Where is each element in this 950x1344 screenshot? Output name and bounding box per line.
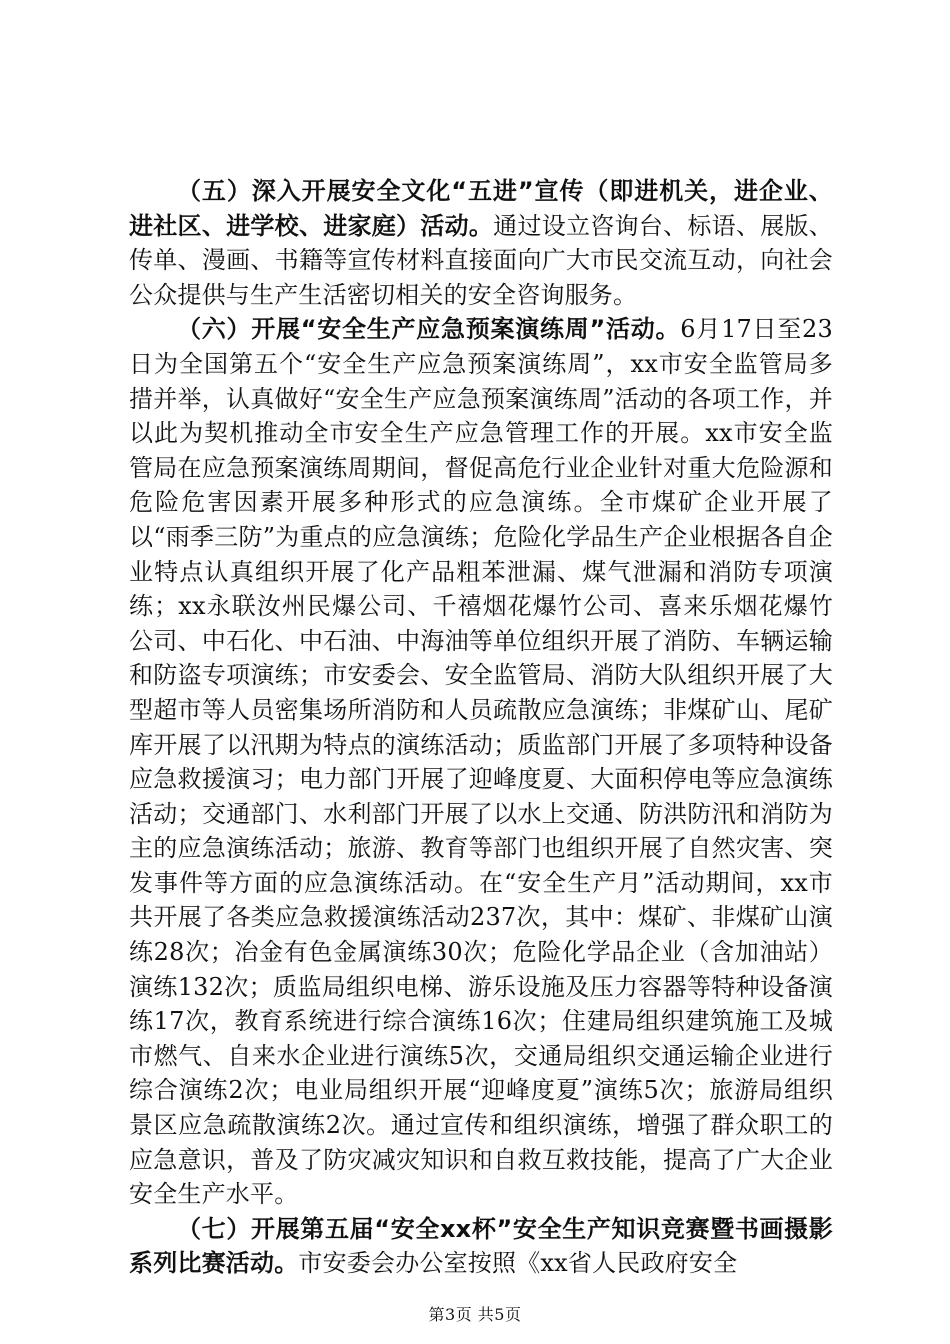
paragraph-seven-body: 市安委会办公室按照《xx省人民政府安全: [298, 1249, 738, 1278]
paragraph-six: [129, 312, 833, 1211]
paragraph-seven: [129, 1212, 833, 1281]
document-body: [129, 174, 833, 1281]
paragraph-five: [129, 174, 833, 312]
paragraph-five-body: 通过设立咨询台、标语、展版、传单、漫画、书籍等宣传材料直接面向广大市民交流互动，向社会公众提供与生产生活密切相关的安全咨询服务。: [129, 211, 833, 309]
paragraph-six-body: 6月17日至23日为全国第五个“安全生产应急预案演练周”，xx市安全监管局多措并举，认真做好“安全生产应急预案演练周”活动的各项工作，并以此为契机推动全市安全生产应急管理工作的开展。xx市安全监管局在应急预案演练周期间，督促高危行业企业针对重大危险源和危险危害因素开展多种形式的应急演练。全市煤矿企业开展了以“雨季三防”为重点的应急演练；危险化学品生产企业根据各自企业特点认真组织开展了化产品粗苯泄漏、煤气泄漏和消防专项演练；xx永联汝州民爆公司、千禧烟花爆竹公司、喜来乐烟花爆竹公司、中石化、中石油、中海油等单位组织开展了消防、车辆运输和防盗专项演练；市安委会、安全监管局、消防大队组织开展了大型超市等人员密集场所消防和人员疏散应急演练；非煤矿山、尾矿库开展了以汛期为特点的演练活动；质监部门开展了多项特种设备应急救援演习；电力部门开展了迎峰度夏、大面积停电等应急演练活动；交通部门、水利部门开展了以水上交通、防洪防汛和消防为主的应急演练活动；旅游、教育等部门也组织开展了自然灾害、突发事件等方面的应急演练活动。在“安全生产月”活动期间，xx市共开展了各类应急救援演练活动237次，其中：煤矿、非煤矿山演练28次；冶金有色金属演练30次；危险化学品企业（含加油站）演练132次；质监局组织电梯、游乐设施及压力容器等特种设备演练17次，教育系统进行综合演练16次；住建局组织建筑施工及城市燃气、自来水企业进行演练5次，交通局组织交通运输企业进行综合演练2次；电业局组织开展“迎峰度夏”演练5次；旅游局组织景区应急疏散演练2次。通过宣传和组织演练，增强了群众职工的应急意识，普及了防灾减灾知识和自救互救技能，提高了广大企业安全生产水平。: [129, 315, 833, 1209]
page-number-label: 第3页 共5页: [428, 1305, 522, 1324]
paragraph-six-heading: （六）开展“安全生产应急预案演练周”活动。: [177, 315, 681, 344]
paragraph-five-heading: （五）深入开展安全文化“五进”宣传（即进机关，进企业、进社区、进学校、进家庭）活动。: [129, 177, 833, 240]
paragraph-seven-heading: （七）开展第五届“安全xx杯”安全生产知识竞赛暨书画摄影系列比赛活动。: [129, 1214, 833, 1278]
page-footer: [0, 1302, 950, 1325]
